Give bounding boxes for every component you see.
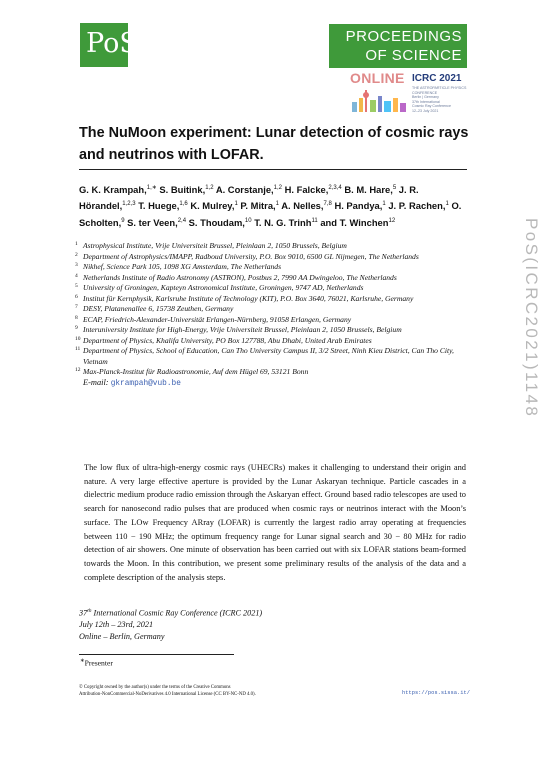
- affiliation-item: [75, 273, 475, 284]
- author-affiliation-marker: 1: [445, 201, 449, 208]
- affiliation-text: Netherlands Institute of Radio Astronomy (ASTRON), Postbus 2, 7990 AA Dwingeloo, The Netherlands: [83, 272, 397, 282]
- title-rule: [79, 169, 467, 170]
- pos-title-line2: OF SCIENCE: [365, 47, 462, 64]
- affiliation-number: 12: [75, 367, 81, 373]
- presenter-footnote: ∗Presenter: [80, 658, 113, 668]
- conference-location: Online – Berlin, Germany: [79, 632, 165, 642]
- affiliation-number: 4: [75, 272, 78, 279]
- affiliation-number: 9: [75, 325, 78, 331]
- affiliation-item: [75, 241, 475, 252]
- author-name: A. Corstanje,: [215, 184, 274, 196]
- author-name: and T. Winchen: [320, 216, 389, 228]
- email-address-link[interactable]: gkrampah@vub.be: [110, 379, 181, 388]
- affiliation-number: 2: [75, 251, 78, 258]
- icrc-label: ICRC 2021: [412, 73, 462, 84]
- affiliation-item: [75, 346, 475, 367]
- online-label: ONLINE: [350, 70, 405, 86]
- author-name: K. Mulrey,: [190, 200, 235, 212]
- pos-identifier-margin: PoS(ICRC2021)1148: [522, 218, 541, 419]
- affiliation-number: 8: [75, 314, 78, 321]
- author-affiliation-marker: 12: [388, 217, 396, 224]
- author-affiliation-marker: 1: [382, 201, 386, 208]
- paper-title: The NuMoon experiment: Lunar detection of cosmic rays and neutrinos with LOFAR.: [79, 125, 469, 163]
- affiliation-number: 11: [75, 346, 81, 352]
- affiliation-item: [75, 262, 475, 273]
- affiliation-number: 10: [75, 335, 81, 342]
- affiliation-item: [75, 283, 475, 294]
- author-affiliation-marker: 1,6: [179, 201, 188, 208]
- pos-url-link[interactable]: https://pos.sissa.it/: [402, 690, 470, 696]
- pos-logo-text: PoS: [86, 28, 138, 59]
- affiliation-number: 5: [75, 283, 78, 289]
- copyright-line2: Attribution-NonCommercial-NoDerivatives 4.0 International License (CC BY-NC-ND 4.0).: [79, 692, 256, 698]
- author-name: H. Pandya,: [334, 200, 383, 212]
- affiliation-list: [75, 241, 475, 389]
- author-name: G. K. Krampah,: [79, 184, 147, 196]
- affiliation-number: 1: [75, 241, 78, 247]
- author-name: T. Huege,: [138, 200, 180, 212]
- icrc-subtitle: THE ASTROPARTICLE PHYSICS CONFERENCE Berlin | Germany 37th International Cosmic Ray Conference 12–23 July 2021: [412, 86, 467, 113]
- affiliation-text: Department of Astrophysics/IMAPP, Radboud University, P.O. Box 9010, 6500 GL Nijmegen, The Netherlands: [83, 251, 419, 261]
- author-name: P. Mitra,: [240, 200, 276, 212]
- author-name: B. M. Hare,: [344, 184, 393, 196]
- affiliation-item: [75, 325, 475, 336]
- conference-dates: July 12th – 23rd, 2021: [79, 620, 154, 630]
- author-affiliation-marker: 1,∗: [146, 185, 157, 191]
- author-affiliation-marker: 2,3,4: [328, 185, 342, 191]
- author-affiliation-marker: 1,2: [273, 185, 282, 191]
- conference-name: 37th International Cosmic Ray Conference (ICRC 2021): [79, 608, 263, 618]
- email-label: E-mail:: [83, 377, 109, 387]
- affiliation-item: [75, 315, 475, 326]
- pos-logo: [80, 23, 138, 67]
- affiliation-text: University of Groningen, Kapteyn Astronomical Institute, Groningen, 9747 AD, Netherlands: [83, 283, 364, 292]
- affiliation-number: 7: [75, 304, 78, 310]
- author-affiliation-marker: 10: [244, 217, 252, 224]
- pos-title-line1: PROCEEDINGS: [345, 28, 462, 45]
- author-affiliation-marker: 1: [234, 201, 238, 208]
- author-affiliation-marker: 1,2: [205, 185, 214, 191]
- affiliation-text: Max-Planck-Institut für Radioastronomie, Auf dem Hügel 69, 53121 Bonn: [83, 367, 309, 376]
- author-affiliation-marker: 9: [121, 217, 125, 224]
- author-name: J. P. Rachen,: [388, 200, 446, 212]
- affiliation-text: Department of Physics, Khalifa University, PO Box 127788, Abu Dhabi, United Arab Emirates: [83, 335, 372, 345]
- author-affiliation-marker: 2,4: [177, 217, 187, 224]
- pos-title-banner: [329, 24, 467, 68]
- affiliation-text: DESY, Platanenallee 6, 15738 Zeuthen, Germany: [83, 304, 234, 313]
- author-name: A. Nelles,: [281, 200, 324, 212]
- author-affiliation-marker: 7,8: [323, 201, 332, 208]
- affiliation-text: Department of Physics, School of Education, Can Tho University Campus II, 3/2 Street, Ninh Kieu District, Can Tho City, Vietnam: [83, 346, 454, 366]
- conference-info: [79, 606, 379, 643]
- author-name: S. Thoudam,: [188, 216, 245, 228]
- affiliation-text: Institut für Kernphysik, Karlsruhe Institute of Technology (KIT), P.O. Box 3640, 76021, Karlsruhe, Germany: [83, 293, 414, 303]
- footnote-rule: [79, 654, 234, 655]
- email-line: [75, 378, 475, 390]
- author-affiliation-marker: 11: [311, 217, 318, 224]
- affiliation-number: 3: [75, 262, 78, 268]
- icrc-online-logo: [350, 70, 470, 112]
- author-name: S. Buitink,: [159, 184, 206, 196]
- affiliation-number: 6: [75, 293, 78, 300]
- berlin-skyline-icon: [350, 88, 408, 112]
- affiliation-text: Astrophysical Institute, Vrije Universiteit Brussel, Pleinlaan 2, 1050 Brussels, Belgium: [83, 241, 347, 250]
- author-name: O. Scholten,: [79, 200, 462, 228]
- affiliation-item: [75, 252, 475, 263]
- affiliation-text: Nikhef, Science Park 105, 1098 XG Amsterdam, The Netherlands: [83, 262, 282, 271]
- affiliation-item: [75, 367, 475, 378]
- author-name: T. N. G. Trinh: [254, 216, 312, 228]
- affiliation-text: Interuniversity Institute for High-Energy, Vrije Universiteit Brussel, Pleinlaan 2, 1050 Brussels, Belgium: [83, 325, 402, 334]
- author-name: J. R. Hörandel,: [79, 184, 419, 212]
- copyright-line1: © Copyright owned by the author(s) under the terms of the Creative Commons: [79, 685, 231, 690]
- copyright-notice: [79, 684, 359, 698]
- author-name: H. Falcke,: [284, 184, 329, 196]
- affiliation-item: [75, 336, 475, 347]
- author-affiliation-marker: 1: [275, 201, 279, 208]
- abstract: The low flux of ultra-high-energy cosmic rays (UHECRs) makes it challenging to understand their origin and nature. A very large effective aperture is provided by the Lunar Askaryan technique. Particle cascades in a dielectric medium produce radio emission through the Askaryan effect. Ground based radio telescopes are used to search for nanosecond radio pulses that are produced when cosmic rays or neutrinos interact with the Moon’s surface. The LOw Frequency ARray (LOFAR) is currently the largest radio array operating at frequencies between 110 − 190 MHz; the optimum frequency range for Lunar signal search and 30 − 80 MHz for radio detection of air showers. One minute of observation has been carried out with six LOFAR stations beam-formed towards the Moon. In this contribution, we present some preliminary results of the analysis of the data and a complete description of the analysis steps.: [84, 463, 466, 582]
- affiliation-item: [75, 294, 475, 305]
- affiliation-text: ECAP, Friedrich-Alexander-Universität Erlangen-Nürnberg, 91058 Erlangen, Germany: [83, 314, 352, 324]
- author-name: S. ter Veen,: [127, 216, 178, 228]
- author-list: [79, 181, 475, 230]
- affiliation-item: [75, 304, 475, 315]
- author-affiliation-marker: 5: [392, 185, 397, 191]
- author-affiliation-marker: 1,2,3: [122, 201, 136, 208]
